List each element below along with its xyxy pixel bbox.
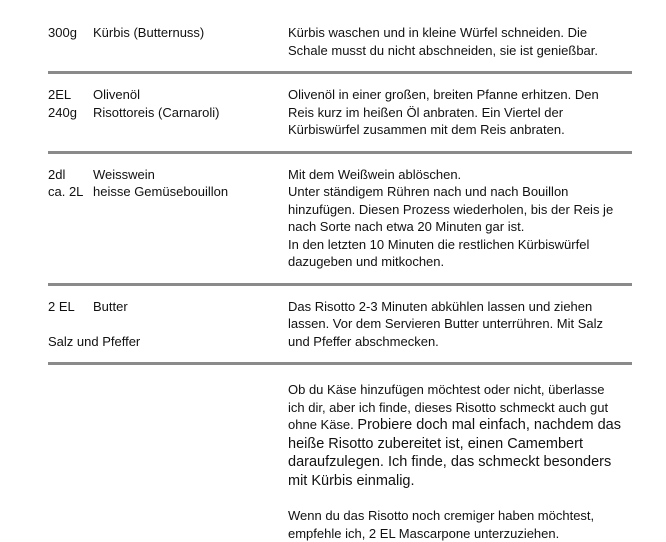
instruction-paragraph: Kürbis waschen und in kleine Würfel schneiden. Die Schale musst du nicht abschneiden, sie ist genießbar. (288, 25, 599, 58)
instruction-text (288, 24, 624, 59)
recipe-step-2 (48, 82, 632, 139)
ingredient-row (48, 166, 288, 184)
notes-paragraph (288, 381, 624, 490)
paragraph-gap (288, 490, 624, 507)
ingredient-row (48, 183, 288, 201)
ingredient-name: Weisswein (93, 166, 155, 182)
notes-mascarpone-text: Wenn du das Risotto noch cremiger haben möchtest, empfehle ich, 2 EL Mascarpone unterzuziehen. (288, 508, 595, 541)
instruction-paragraph: Olivenöl in einer großen, breiten Pfanne erhitzen. Den Reis kurz im heißen Öl anbraten. Ein Viertel der Kürbiswürfel zusammen mit dem Reis anbraten. (288, 87, 599, 137)
ingredient-list (48, 298, 288, 351)
ingredient-list (48, 166, 288, 201)
ingredient-quantity: 300g (48, 25, 77, 40)
instruction-paragraph: In den letzten 10 Minuten die restlichen Kürbiswürfel dazugeben und mitkochen. (288, 236, 590, 269)
notes-spacer (48, 381, 288, 542)
instruction-paragraph: Das Risotto 2-3 Minuten abkühlen lassen und ziehen lassen. Vor dem Servieren Butter unterrühren. Mit Salz und Pfeffer abschmecken. (288, 298, 604, 349)
ingredient-row-empty (48, 315, 288, 333)
step-divider (48, 71, 632, 74)
ingredient-quantity: 2 EL (48, 298, 75, 314)
ingredient-row (48, 333, 288, 351)
notes-cheese-text: Ob du Käse hinzufügen möchtest oder nicht, überlasse ich dir, aber ich finde, dieses Risotto schmeckt auch gut ohne Käse. (288, 382, 609, 432)
ingredient-name: Olivenöl (93, 87, 140, 102)
ingredient-name: Kürbis (Butternuss) (93, 25, 205, 40)
instruction-text (288, 166, 624, 271)
instruction-text (288, 86, 624, 139)
ingredient-row (48, 298, 288, 316)
step-divider (48, 362, 632, 365)
ingredient-row (48, 86, 288, 104)
recipe-step-1 (48, 20, 632, 59)
recipe-notes (48, 373, 632, 542)
ingredient-name: heisse Gemüsebouillon (93, 184, 229, 199)
notes-text (288, 381, 624, 542)
ingredient-quantity: 2EL (48, 87, 72, 102)
recipe-step-3 (48, 162, 632, 271)
instruction-paragraph: Unter ständigem Rühren nach und nach Bouillon hinzufügen. Diesen Prozess wiederholen, bis der Reis je nach Sorte nach etwa 20 Minuten gar ist. (288, 184, 614, 234)
ingredient-list (48, 86, 288, 121)
ingredient-row (48, 104, 288, 122)
step-divider (48, 283, 632, 286)
step-divider (48, 151, 632, 154)
ingredient-list (48, 24, 288, 42)
instruction-text (288, 298, 624, 351)
ingredient-name: Salz und Pfeffer (48, 333, 141, 349)
recipe-table (48, 20, 632, 542)
notes-camembert-tip: Probiere doch mal einfach, nachdem das heiße Risotto zubereitet ist, einen Camembert daraufzulegen. Ich finde, das schmeckt besonders mit Kürbis einmalig. (288, 417, 621, 489)
recipe-step-4 (48, 294, 632, 351)
instruction-paragraph: Mit dem Weißwein ablöschen. (288, 166, 462, 182)
ingredient-name: Butter (93, 298, 128, 314)
ingredient-row (48, 24, 288, 42)
ingredient-name: Risottoreis (Carnaroli) (93, 104, 220, 120)
ingredient-quantity: ca. 2L (48, 184, 84, 199)
ingredient-quantity: 240g (48, 104, 77, 120)
ingredient-quantity: 2dl (48, 166, 66, 182)
